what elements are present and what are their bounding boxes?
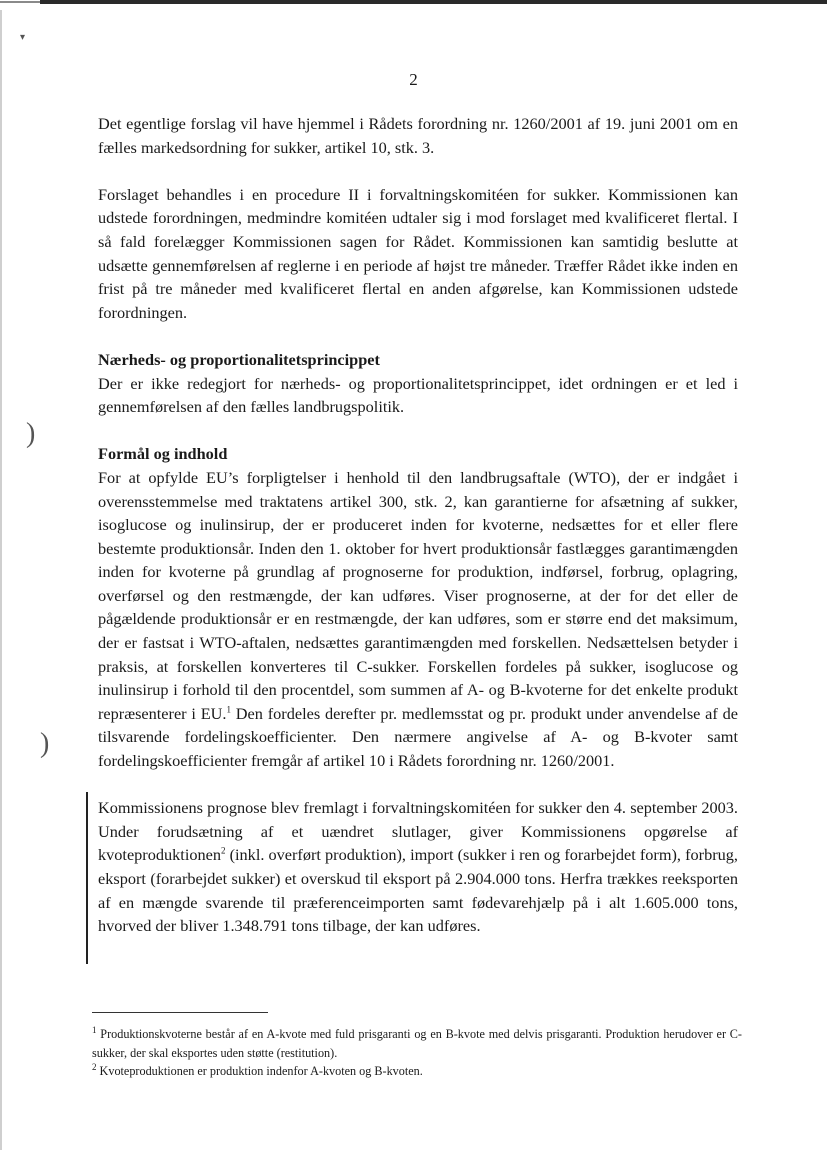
footnotes — [92, 1025, 742, 1081]
footnote-ref-1: 1 — [226, 704, 231, 715]
footnote-2 — [92, 1062, 742, 1081]
left-scan-edge — [0, 10, 2, 1150]
punch-hole-mark-top: ) — [26, 418, 36, 449]
document-body — [98, 112, 738, 961]
footnote-separator — [92, 1012, 268, 1013]
paragraph-legal-basis: Det egentlige forslag vil have hjemmel i Rådets forordning nr. 1260/2001 af 19. juni 2001 om en fælles markedsordning for sukker, artikel 10, stk. 3. — [98, 114, 738, 157]
footnote-1 — [92, 1025, 742, 1062]
revision-change-bar — [86, 792, 88, 964]
page-number: 2 — [409, 70, 418, 89]
footnote-2-marker: 2 — [92, 1061, 97, 1072]
punch-hole-mark-bottom: ) — [40, 728, 50, 759]
paragraph-forecast — [98, 796, 738, 938]
footnote-ref-2: 2 — [221, 845, 226, 856]
heading-purpose-content: Formål og indhold — [98, 444, 228, 464]
paragraph-subsidiarity: Der er ikke redegjort for nærheds- og proportionalitetsprincippet, idet ordningen er et led i gennemførelsen af den fælles landbrugspolitik. — [98, 373, 738, 417]
footnote-2-text: Kvoteproduktionen er produktion indenfor A-kvoten og B-kvoten. — [96, 1064, 423, 1078]
purpose-text-part-a: For at opfylde EU’s forpligtelser i henhold til den landbrugsaftale (WTO), der er indgået i overensstemmelse med traktatens artikel 300, stk. 2, kan garantierne for afsætning af sukker, isoglucose og inulinsirup, der er produceret inden for kvoterne, nedsættes for et eller flere bestemte produktionsår. Inden den 1. oktober for hvert produktionsår fastlægges garantimængden inden for kvoterne på grundlag af prognoserne for produktion, indførsel, forbrug, oplagring, overførsel og den restmængde, der kan udføres. Viser prognoserne, at der for det eller de pågældende produktionsår er en restmængde, der kan udføres, som er større end det maksimum, der er fastsat i WTO-aftalen, nedsættes garantimængden med forskellen. Nedsættelsen betyder i praksis, at forskellen konverteres til C-sukker. Forskellen fordeles på sukker, isoglucose og inulinsirup i forhold til den procentdel, som summen af A- og B-kvoterne for det enkelte produkt repræsenterer i EU. — [98, 467, 738, 723]
top-scan-border — [0, 0, 827, 6]
footnote-1-text: Produktionskvoterne består af en A-kvote med fuld prisgaranti og en B-kvote med delvis prisgaranti. Produktion herudover er C-sukker, der skal eksportes uden støtte (restitution). — [92, 1027, 742, 1060]
paragraph-purpose-content — [98, 466, 738, 773]
forecast-text-part-a: Kommissionens prognose blev fremlagt i forvaltningskomitéen for sukker den 4. september 2003. Under forudsætning af et uændret slutlager, giver Kommissionens opgørelse af kvoteproduktionen — [98, 798, 738, 865]
top-border-dark — [40, 0, 827, 4]
purpose-text-part-b: Den fordeles derefter pr. medlemsstat og pr. produkt under anvendelse af de tilsvarende fordelingskoefficienter. Den nærmere angivelse af A- og B-kvoter samt fordelingskoefficienter fremgår af artikel 10 i Rådets forordning nr. 1260/2001. — [98, 703, 739, 771]
footnote-1-marker: 1 — [92, 1024, 97, 1035]
paragraph-procedure: Forslaget behandles i en procedure II i forvaltningskomitéen for sukker. Kommissionen kan udstede forordningen, medmindre komitéen udtaler sig i mod forslaget med kvalificeret flertal. I så fald forelægger Kommissionen sagen for Rådet. Kommissionen kan samtidig beslutte at udsætte gennemførelsen af reglerne i en periode af højst tre måneder. Træffer Rådet ikke inden en frist på tre måneder med kvalificeret flertal en anden afgørelse, kan Kommissionen udstede forordningen. — [98, 184, 738, 322]
heading-subsidiarity: Nærheds- og proportionalitetsprincippet — [98, 349, 380, 369]
forecast-text-part-b: (inkl. overført produktion), import (sukker i ren og forarbejdet form), forbrug, eksport (forarbejdet sukker) et overskud til eksport på 2.904.000 tons. Herfra trækkes reeksporten af en mængde svarende til præferenceimporten samt fødevarehjælp på i alt 1.605.000 tons, hvorved der bliver 1.348.791 tons tilbage, der kan udføres. — [98, 845, 738, 936]
scan-speck: ▾ — [20, 32, 26, 43]
